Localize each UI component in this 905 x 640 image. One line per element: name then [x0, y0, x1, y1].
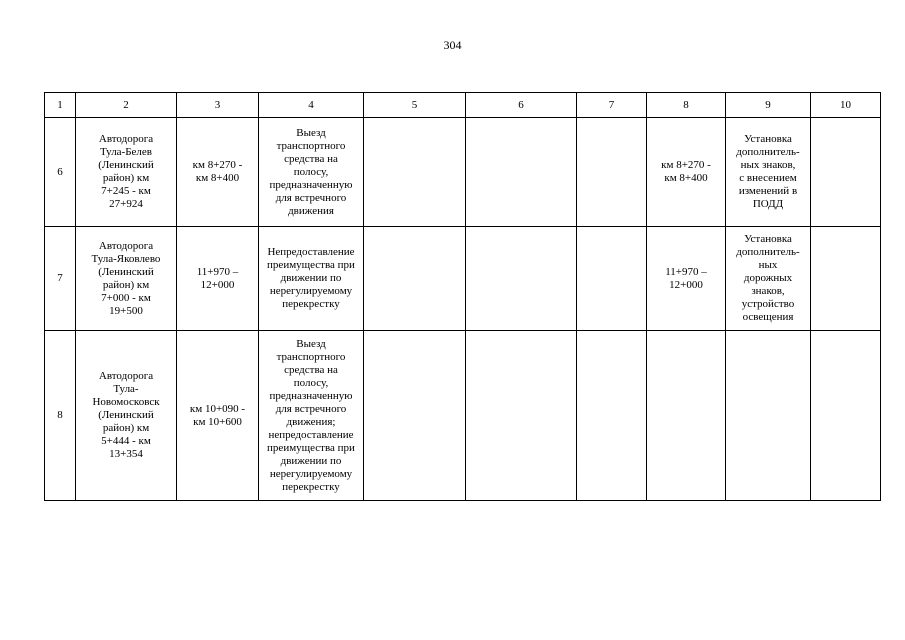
cell-line: Установка [744, 133, 792, 145]
cell-line: устройство [741, 298, 795, 310]
cell-line: средства на [284, 152, 338, 165]
cell-line: предназначенную [269, 389, 353, 402]
cell-line: км 10+600 [193, 415, 242, 428]
measure-location-cell [647, 118, 726, 227]
location-cell [177, 331, 259, 501]
column-header: 7 [577, 93, 647, 118]
cell-line: для встречного [275, 191, 347, 204]
column-header: 1 [45, 93, 76, 118]
location-cell [177, 227, 259, 331]
cell-col5 [364, 227, 466, 331]
cell-line: (Ленинский [98, 265, 154, 278]
measure-location-cell [647, 331, 726, 501]
cell-col7 [577, 331, 647, 501]
cell-line: Автодорога [98, 239, 154, 252]
column-header: 5 [364, 93, 466, 118]
cell-line: транспортного [276, 350, 346, 363]
cell-line: (Ленинский [98, 409, 154, 421]
measure-cell [726, 227, 811, 331]
cell-line: полосу, [293, 376, 329, 389]
road-name-cell [76, 118, 177, 227]
cell-line: предназначенную [269, 178, 353, 191]
cell-line: 7+245 - км [101, 185, 151, 197]
cell-line: перекрестку [282, 480, 340, 493]
column-header: 9 [726, 93, 811, 118]
cell-line: км 8+270 - [192, 159, 243, 171]
violation-cell [259, 118, 364, 227]
cell-line: Тула-Яковлево [91, 252, 161, 265]
cell-col6 [466, 118, 577, 227]
cell-line: изменений в [738, 185, 798, 197]
column-header: 4 [259, 93, 364, 118]
cell-line: (Ленинский [98, 159, 154, 171]
table-row [45, 331, 881, 501]
table-row [45, 227, 881, 331]
cell-line: движении по [280, 272, 342, 284]
cell-line: 5+444 - км [101, 435, 151, 447]
cell-line: 12+000 [200, 278, 235, 291]
cell-line: для встречного [275, 402, 347, 415]
cell-line: 7+000 - км [101, 291, 151, 304]
cell-line: транспортного [276, 139, 346, 152]
measure-location-cell [647, 227, 726, 331]
cell-line: нерегулируемому [269, 285, 353, 297]
column-header: 8 [647, 93, 726, 118]
measure-cell [726, 118, 811, 227]
page-number: 304 [443, 38, 462, 52]
column-header: 6 [466, 93, 577, 118]
cell-line: км 10+090 - [189, 402, 246, 415]
cell-col6 [466, 227, 577, 331]
data-table [44, 92, 881, 501]
cell-line: Установка [744, 233, 792, 245]
cell-line: преимущества при [267, 441, 355, 454]
cell-line: Автодорога [98, 370, 154, 382]
cell-line: 11+970 – [196, 265, 239, 278]
cell-line: движения; [286, 415, 336, 428]
cell-line: 11+970 – [665, 265, 707, 278]
cell-line: освещения [742, 311, 794, 323]
road-name-cell [76, 331, 177, 501]
cell-line: Тула-Белев [100, 146, 152, 158]
cell-col7 [577, 118, 647, 227]
cell-line: с внесением [739, 172, 797, 184]
cell-line: ПОДД [752, 198, 784, 210]
cell-line: дополнитель- [736, 246, 800, 258]
cell-line: движении по [280, 454, 342, 467]
column-header: 3 [177, 93, 259, 118]
road-name-cell [76, 227, 177, 331]
cell-line: 13+354 [109, 448, 143, 460]
cell-line: полосу, [293, 165, 329, 178]
cell-col5 [364, 331, 466, 501]
cell-line: км 8+400 [664, 172, 708, 184]
cell-line: 27+924 [109, 198, 143, 210]
cell-col6 [466, 331, 577, 501]
cell-line: 19+500 [109, 304, 143, 317]
cell-line: дополнитель- [736, 146, 800, 158]
cell-line: Выезд [296, 126, 326, 139]
cell-line: Автодорога [98, 133, 154, 145]
column-header: 10 [811, 93, 881, 118]
cell-line: Непредоставление [267, 246, 355, 258]
violation-cell [259, 331, 364, 501]
cell-line: Тула- [113, 383, 139, 395]
cell-col5 [364, 118, 466, 227]
cell-line: средства на [284, 363, 338, 376]
cell-col10 [811, 227, 881, 331]
violation-cell [259, 227, 364, 331]
cell-line: ных [758, 259, 778, 271]
cell-col10 [811, 331, 881, 501]
cell-col10 [811, 118, 881, 227]
cell-col7 [577, 227, 647, 331]
cell-line: район) км [102, 172, 150, 184]
cell-line: перекрестку [282, 298, 340, 310]
cell-line: район) км [102, 278, 150, 291]
cell-line: км 8+270 - [661, 159, 711, 171]
cell-line: район) км [102, 422, 150, 434]
cell-line: дорожных [743, 272, 793, 284]
row-number: 8 [45, 331, 76, 501]
cell-line: движения [288, 204, 334, 217]
row-number: 7 [45, 227, 76, 331]
measure-cell [726, 331, 811, 501]
location-cell [177, 118, 259, 227]
row-number: 6 [45, 118, 76, 227]
cell-line: км 8+400 [195, 172, 240, 184]
cell-line: Новомосковск [92, 396, 160, 408]
cell-line: знаков, [751, 285, 785, 297]
cell-line: ных знаков, [740, 159, 796, 171]
cell-line: 12+000 [669, 278, 703, 291]
cell-line: Выезд [296, 337, 326, 350]
cell-line: нерегулируемому [269, 467, 353, 480]
cell-line: преимущества при [267, 259, 355, 271]
cell-line: непредоставление [268, 428, 354, 441]
column-header: 2 [76, 93, 177, 118]
header-row [45, 93, 881, 118]
table-row [45, 118, 881, 227]
